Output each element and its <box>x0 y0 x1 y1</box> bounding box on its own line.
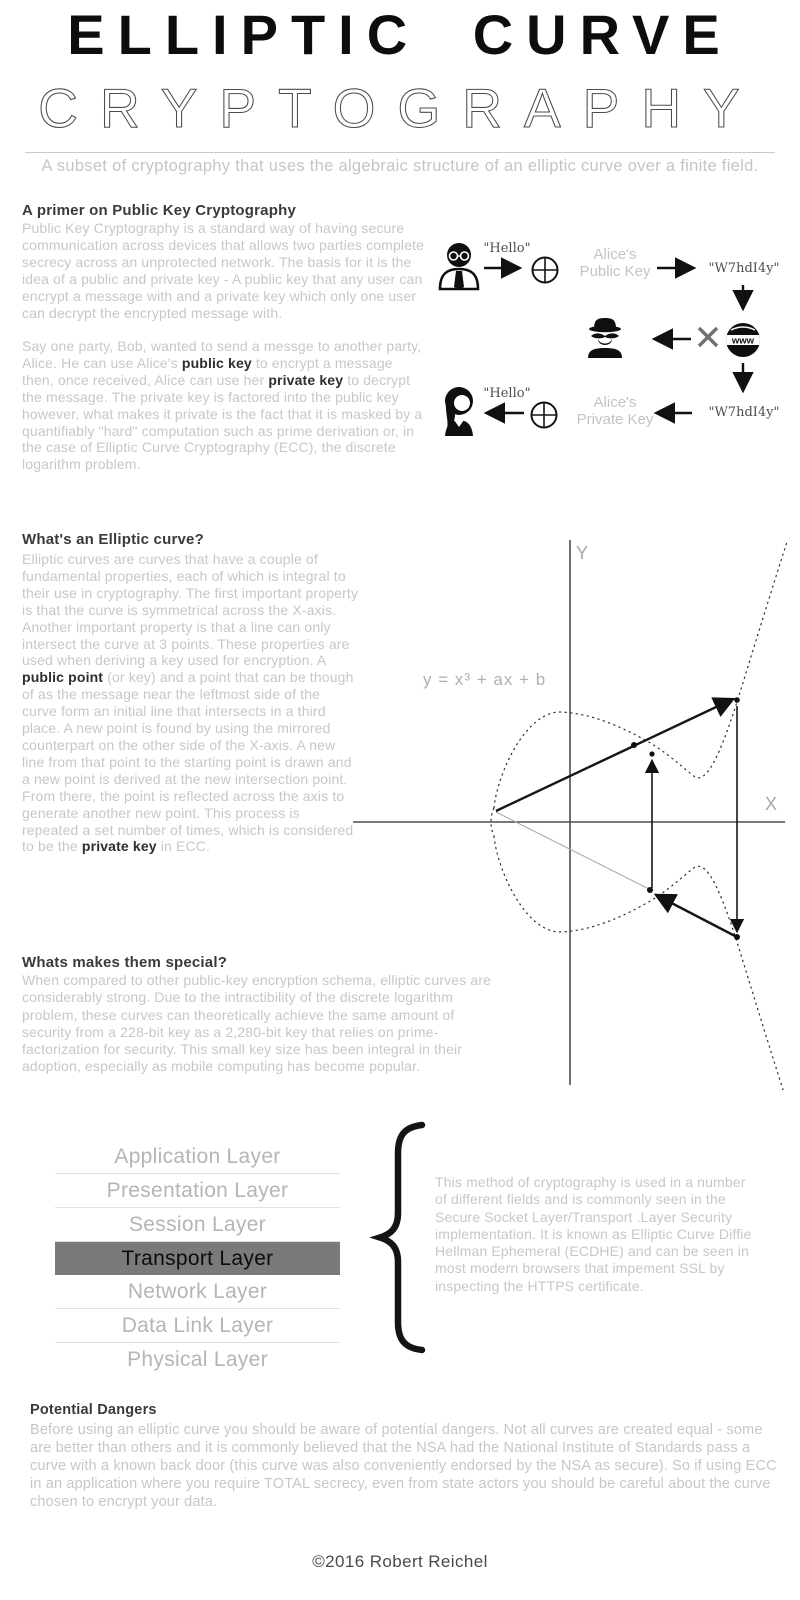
decrypt-plus-icon <box>532 403 557 428</box>
curly-brace <box>358 1120 436 1355</box>
ciphertext-label-top: "W7hdI4y" <box>708 261 780 276</box>
public-key-word: Public Key <box>579 263 651 280</box>
private-key-word: Private Key <box>576 411 654 428</box>
alice-icon <box>445 387 473 436</box>
dangers-paragraph: Before using an elliptic curve you should be aware of potential dangers. Not all curves are created equal - some are better than others and it is commonly believed that the NSA had the National Institute of Standards pass a curve with a known back door (this curve was also conveniently endorsed by the NSA as secure). So if using ECC in an application where you require TOTAL secrecy, even from state actors you should be careful about the curve chosen to encrypt your data. <box>30 1422 777 1510</box>
osi-layer-stack <box>55 1140 340 1376</box>
curve-equation: y = x³ + ax + b <box>423 670 547 689</box>
encrypt-plus-icon <box>533 258 558 283</box>
osi-layer-datalink: Data Link Layer <box>55 1309 340 1343</box>
spy-icon <box>588 318 622 358</box>
alices-public-key-label <box>570 246 660 280</box>
plaintext-label-bottom: "Hello" <box>483 386 531 401</box>
alices-word: Alice's <box>593 246 637 263</box>
plaintext-label-top: "Hello" <box>483 241 531 256</box>
primer-heading: A primer on Public Key Cryptography <box>22 202 296 219</box>
header-divider <box>25 152 775 153</box>
primer-paragraph-1: Public Key Cryptography is a standard way of having secure communication across devices that allows two parties complete secrecy across an unprotected network. The basis for it is the idea of a public and private key - A public key that any user can encrypt a message with and a private key which only one user can decrypt the encrypted message with. <box>22 220 425 321</box>
ciphertext-label-bottom: "W7hdI4y" <box>708 405 780 420</box>
osi-layer-transport: Transport Layer <box>55 1242 340 1275</box>
osi-layer-physical: Physical Layer <box>127 1348 268 1371</box>
tagline: A subset of cryptography that uses the algebraic structure of an elliptic curve over a finite field. <box>41 157 759 175</box>
dangers-heading: Potential Dangers <box>30 1402 157 1418</box>
special-heading: Whats makes them special? <box>22 954 228 971</box>
chord-arrow <box>496 700 731 811</box>
page-subtitle-word: CRYPTOGRAPHY <box>38 77 762 139</box>
special-paragraph: When compared to other public-key encryption schema, elliptic curves are considerably strong. Due to the intractibility of the discrete logarithm problem, these curves can theoretically achieve the same amount of security from a 228-bit key as a 2,280-bit key that relies on prime-factorization for security. This small key size has been integral in their adoption, especially as mobile computing has become popular. <box>22 972 492 1075</box>
osi-layer-session: Session Layer <box>55 1208 340 1242</box>
primer-paragraph-2: Say one party, Bob, wanted to send a messge to another party, Alice. He can use Alice's public key to encrypt a message then, once received, Alice can use her private key to decrypt the message. The private key is factored into the public key however, what makes it private is the fact that it is masked by a quantifiably "hard" computation such as prime derivation or, in the case of Elliptic Curve Cryptography (ECC), the discrete logarithm problem. <box>22 338 423 473</box>
page-title: ELLIPTIC CURVE <box>67 3 733 66</box>
y-axis-label: Y <box>576 543 589 563</box>
www-label: www <box>731 335 755 347</box>
ssl-note-paragraph: This method of cryptography is used in a number of different fields and is commonly seen in the Secure Socket Layer/Transport .Layer Security implementation. It is known as Elliptic Curve Diffie Hellman Ephemeral (ECDHE) and can be seen in most modern browsers that impement SSL by inspecting the HTTPS certificate. <box>435 1174 752 1294</box>
reflection-helper-line <box>496 812 651 890</box>
curve-points <box>631 697 740 940</box>
x-axis-label: X <box>765 794 778 814</box>
osi-layer-presentation: Presentation Layer <box>55 1174 340 1208</box>
blocked-x-icon <box>699 328 717 346</box>
elliptic-curve-path <box>491 542 787 1090</box>
copyright-text: ©2016 Robert Reichel <box>312 1552 488 1571</box>
elliptic-paragraph: Elliptic curves are curves that have a couple of fundamental properties, each of which is integral to their use in cryptography. The first important property is that the curve is symmetrical across the X-axis. Another important property is that a line can only intersect the curve at 3 points. These properties are used when deriving a key used for encryption. A public point (or key) and a point that can be though of as the message near the leftmost side of the curve form an initial line that intersects in a third place. A new point is found by using the mirrored counterpart on the other side of the X-axis. A new line from that point to the starting point is drawn and a new point is derived at the new intersection point. From there, the point is reflected across the axis to generate another new point. This process is repeated a set number of times, which is considered to be the private key in ECC. <box>22 551 359 855</box>
alices-private-key-label <box>570 394 660 428</box>
www-globe-icon <box>726 323 760 357</box>
bob-icon <box>440 243 478 290</box>
public-key-flow-diagram <box>420 215 798 445</box>
osi-layer-network: Network Layer <box>55 1275 340 1309</box>
alices-word: Alice's <box>593 394 637 411</box>
osi-layer-application: Application Layer <box>55 1140 340 1174</box>
elliptic-heading: What's an Elliptic curve? <box>22 531 204 548</box>
